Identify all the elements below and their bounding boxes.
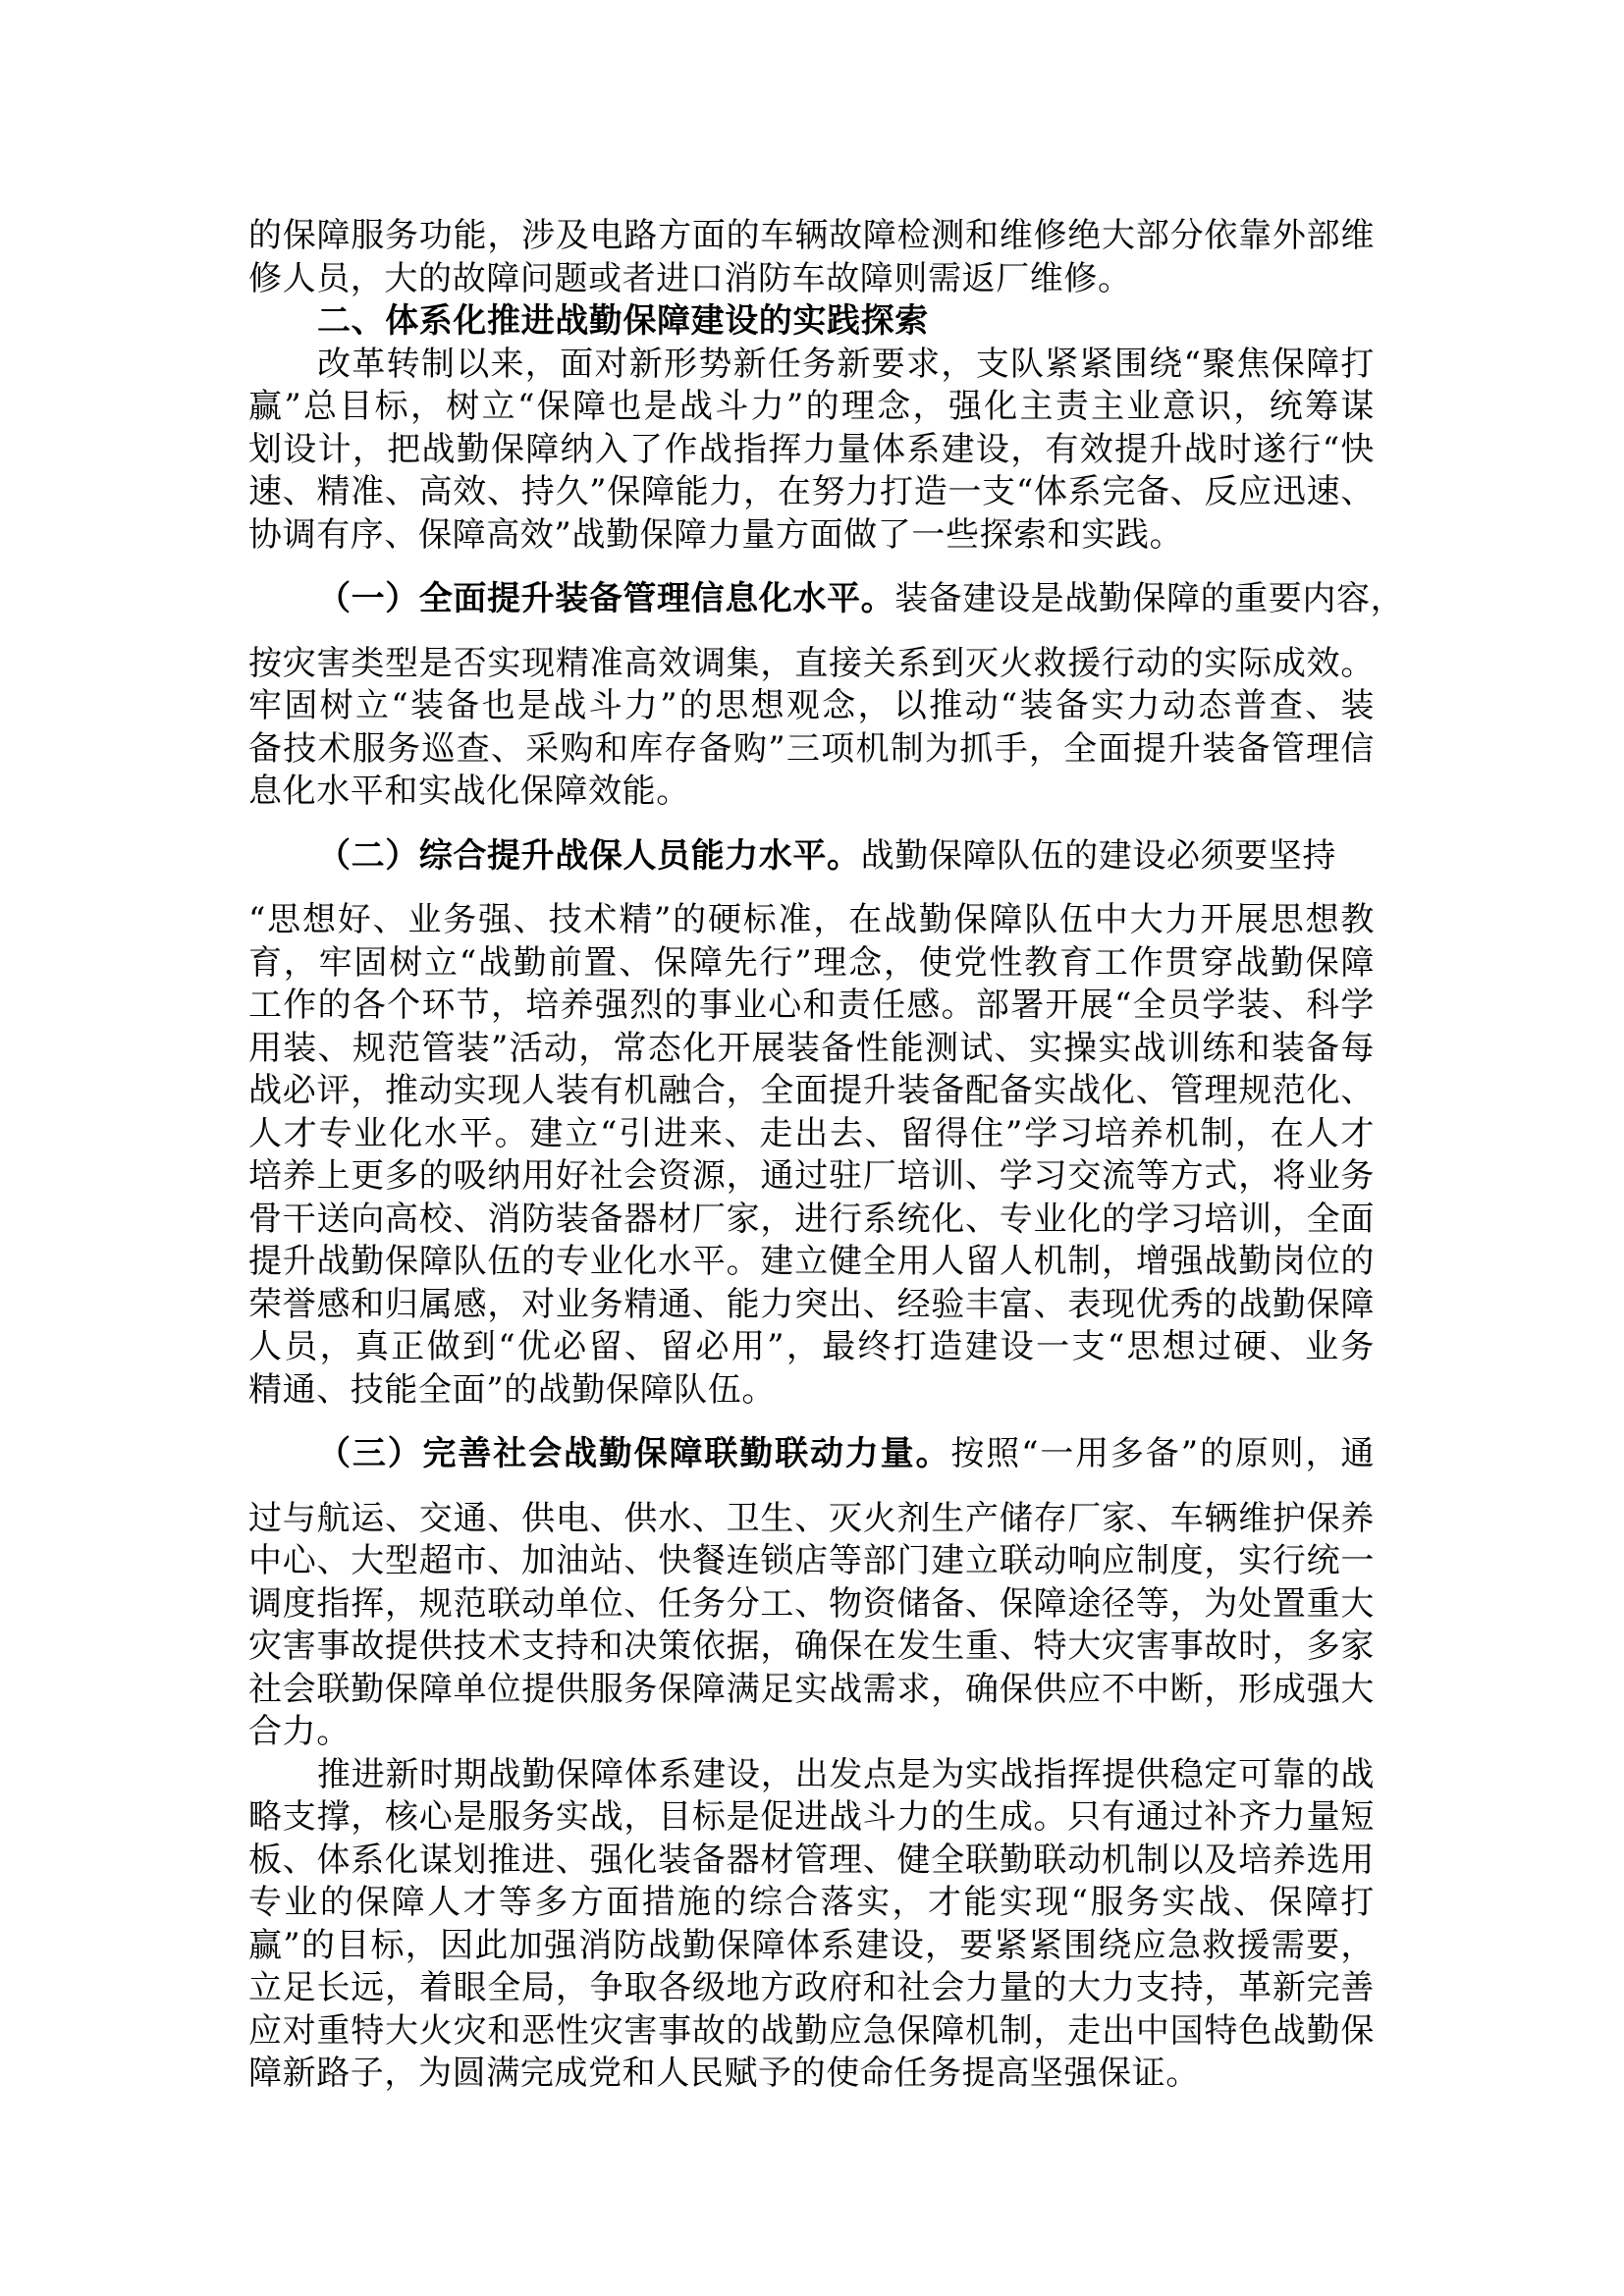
paragraph-line: “思想好、业务强、技术精”的硬标准，在战勤保障队伍中大力开展思想教: [248, 900, 1375, 939]
paragraph-line: 培养上更多的吸纳用好社会资源，通过驻厂培训、学习交流等方式，将业务: [248, 1156, 1375, 1196]
paragraph-line: 战必评，推动实现人装有机融合，全面提升装备配备实战化、管理规范化、: [248, 1071, 1375, 1110]
paragraph-line: 息化水平和实战化保障效能。: [248, 772, 690, 811]
paragraph-line: 推进新时期战勤保障体系建设，出发点是为实战指挥提供稳定可靠的战: [317, 1754, 1375, 1794]
paragraph-line: 精通、技能全面”的战勤保障队伍。: [248, 1369, 776, 1410]
paragraph-line: 过与航运、交通、供电、供水、卫生、灭火剂生产储存厂家、车辆维护保养: [248, 1498, 1375, 1538]
paragraph-line: 人员，真正做到“优必留、留必用”，最终打造建设一支“思想过硬、业务: [248, 1327, 1375, 1366]
paragraph-line: 改革转制以来，面对新形势新任务新要求，支队紧紧围绕“聚焦保障打: [317, 344, 1375, 384]
paragraph-line: 荣誉感和归属感，对业务精通、能力突出、经验丰富、表现优秀的战勤保障: [248, 1284, 1375, 1324]
subsection-heading-line: [248, 835, 1375, 879]
paragraph-line: 专业的保障人才等多方面措施的综合落实，才能实现“服务实战、保障打: [248, 1883, 1375, 1922]
paragraph-line: 人才专业化水平。建立“引进来、走出去、留得住”学习培养机制，在人才: [248, 1113, 1375, 1153]
paragraph-line: 中心、大型超市、加油站、快餐连锁店等部门建立联动响应制度，实行统一: [248, 1541, 1375, 1580]
paragraph-line: 略支撑，核心是服务实战，目标是促进战斗力的生成。只有通过补齐力量短: [248, 1797, 1375, 1837]
paragraph-line: 骨干送向高校、消防装备器材厂家，进行系统化、专业化的学习培训，全面: [248, 1199, 1375, 1239]
subsection-3: [248, 1433, 1375, 1754]
paragraph-line: 修人员，大的故障问题或者进口消防车故障则需返厂维修。: [248, 258, 1132, 298]
paragraph-line: 工作的各个环节，培养强烈的事业心和责任感。部署开展“全员学装、科学: [248, 986, 1375, 1025]
paragraph-line: 育，牢固树立“战勤前置、保障先行”理念，使党性教育工作贯穿战勤保障: [248, 942, 1375, 983]
paragraph-line: 赢”的目标，因此加强消防战勤保障体系建设，要紧紧围绕应急救援需要，: [248, 1925, 1375, 1965]
section-heading: 二、体系化推进战勤保障建设的实践探索: [317, 301, 929, 341]
document-body: [248, 215, 1405, 2096]
paragraph-line: 划设计，把战勤保障纳入了作战指挥力量体系建设，有效提升战时遂行“快: [248, 429, 1375, 469]
paragraph-line: 备技术服务巡查、采购和库存备购”三项机制为抓手，全面提升装备管理信: [248, 728, 1375, 769]
subsection-lead-text: 战勤保障队伍的建设必须要坚持: [860, 835, 1337, 876]
paragraph-line: 应对重特大火灾和恶性灾害事故的战勤应急保障机制，走出中国特色战勤保: [248, 2010, 1375, 2051]
paragraph-line: 灾害事故提供技术支持和决策依据，确保在发生重、特大灾害事故时，多家: [248, 1627, 1375, 1666]
paragraph-line: 按灾害类型是否实现精准高效调集，直接关系到灭火救援行动的实际成效。: [248, 643, 1375, 683]
subsection-heading: （三）完善社会战勤保障联勤联动力量。: [317, 1434, 951, 1473]
subsection-1: [248, 578, 1405, 814]
overview-paragraph: [248, 344, 1375, 558]
subsection-lead-text: 装备建设是战勤保障的重要内容，: [894, 579, 1405, 618]
subsection-heading-line: [248, 1433, 1375, 1476]
paragraph-line: 协调有序、保障高效”战勤保障力量方面做了一些探索和实践。: [248, 514, 1184, 555]
paragraph-line: 社会联勤保障单位提供服务保障满足实战需求，确保供应不中断，形成强大: [248, 1669, 1375, 1709]
subsection-lead-text: 按照“一用多备”的原则，通: [950, 1434, 1375, 1473]
paragraph-line: 板、体系化谋划推进、强化装备器材管理、健全联勤联动机制以及培养选用: [248, 1840, 1375, 1880]
paragraph-line: 的保障服务功能，涉及电路方面的车辆故障检测和维修绝大部分依靠外部维: [248, 216, 1375, 255]
paragraph-line: 提升战勤保障队伍的专业化水平。建立健全用人留人机制，增强战勤岗位的: [248, 1242, 1375, 1281]
subsection-heading: （二）综合提升战保人员能力水平。: [317, 835, 861, 876]
intro-paragraph: [248, 215, 1375, 300]
paragraph-line: 障新路子，为圆满完成党和人民赋予的使命任务提高坚强保证。: [248, 2054, 1200, 2093]
paragraph-line: 牢固树立“装备也是战斗力”的思想观念，以推动“装备实力动态普查、装: [248, 686, 1375, 725]
paragraph-line: 合力。: [248, 1712, 351, 1751]
paragraph-line: 调度指挥，规范联动单位、任务分工、物资储备、保障途径等，为处置重大: [248, 1583, 1375, 1624]
paragraph-line: 用装、规范管装”活动，常态化开展装备性能测试、实操实战训练和装备每: [248, 1028, 1375, 1068]
paragraph-line: 速、精准、高效、持久”保障能力，在努力打造一支“体系完备、反应迅速、: [248, 472, 1375, 511]
subsection-heading-line: [248, 578, 1405, 621]
paragraph-line: 赢”总目标，树立“保障也是战斗力”的理念，强化主责主业意识，统筹谋: [248, 387, 1375, 426]
subsection-2: [248, 835, 1375, 1413]
conclusion-paragraph: [248, 1754, 1375, 2096]
subsection-heading: （一）全面提升装备管理信息化水平。: [317, 579, 895, 618]
paragraph-line: 立足长远，着眼全局，争取各级地方政府和社会力量的大力支持，革新完善: [248, 1968, 1375, 2007]
